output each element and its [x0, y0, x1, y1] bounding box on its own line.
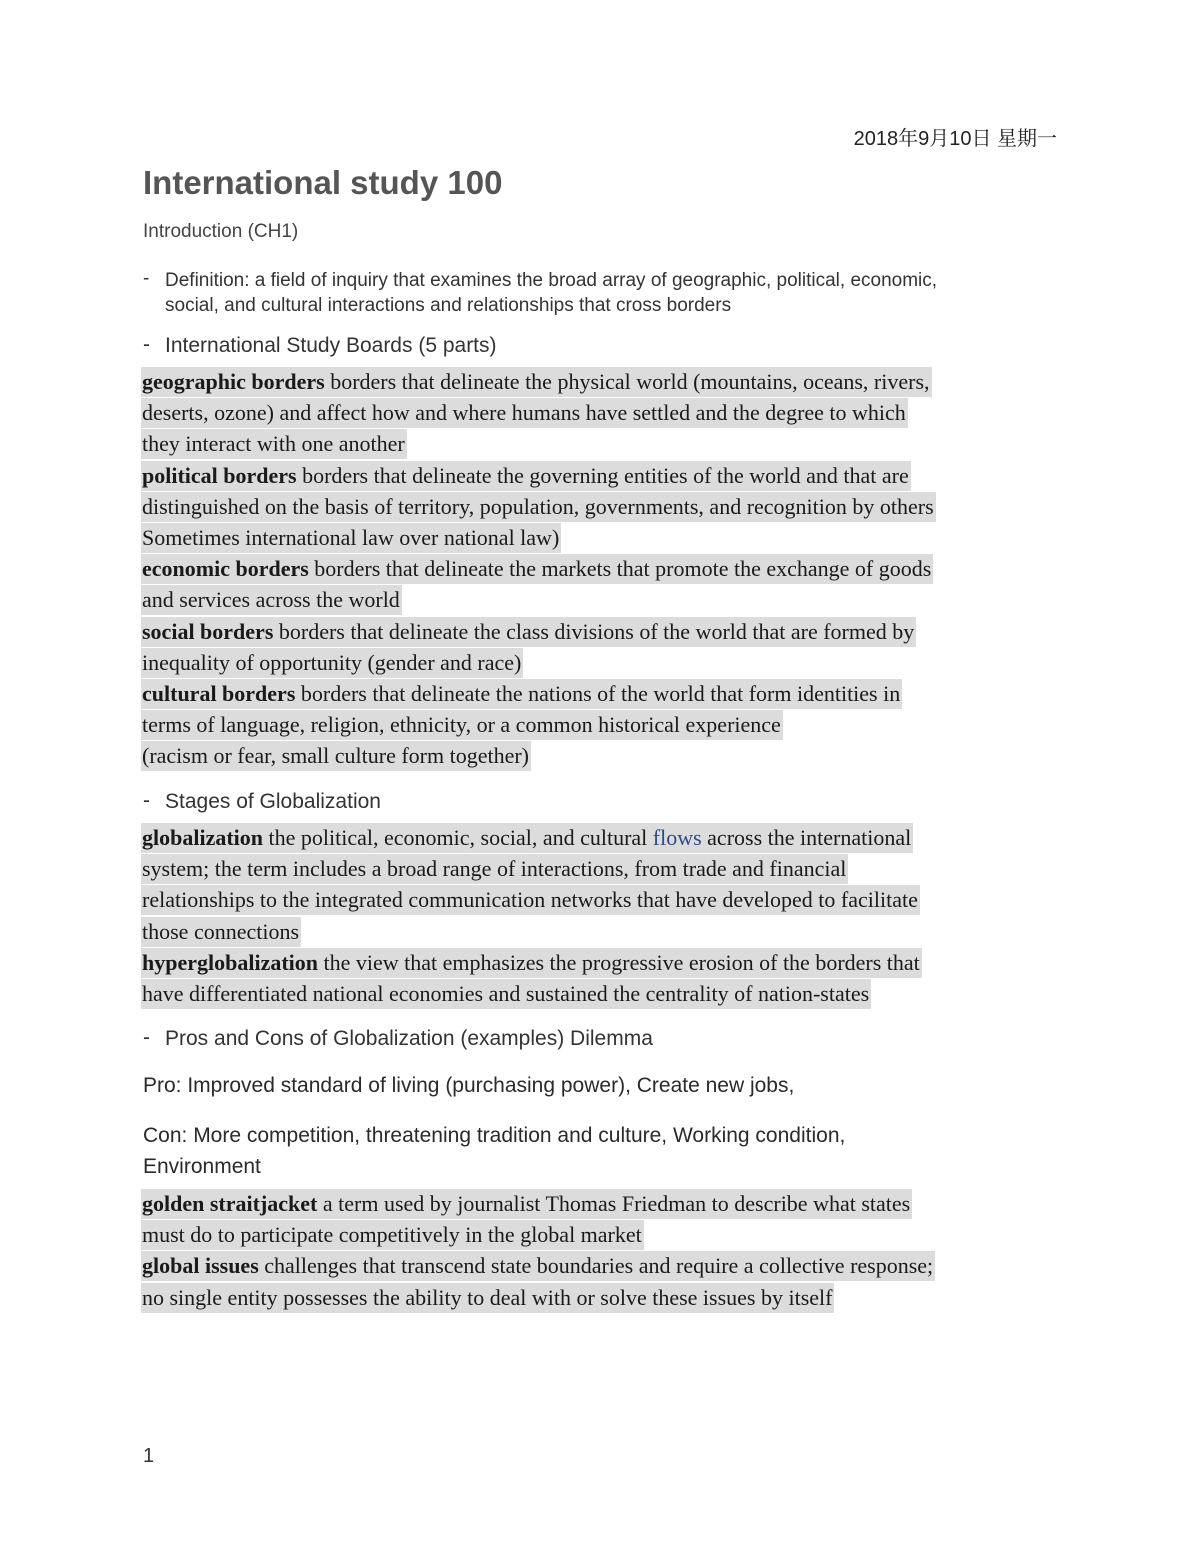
bullet-dash: -: [143, 268, 150, 289]
intro-heading: Introduction (CH1): [143, 221, 299, 242]
geographic-borders-term: geographic borders: [142, 369, 325, 394]
social-borders-line-2: inequality of opportunity (gender and race): [141, 647, 1071, 678]
global-issues-line-2: no single entity possesses the ability to deal with or solve these issues by itself: [141, 1282, 1071, 1313]
geographic-borders-line-1: geographic borders borders that delineate the physical world (mountains, oceans, rivers,: [141, 366, 1071, 397]
political-borders-line-1: political borders borders that delineate the governing entities of the world and that are: [141, 460, 1071, 491]
hyperglobalization-line-2: have differentiated national economies and sustained the centrality of nation-states: [141, 978, 1071, 1009]
political-borders-line-3: Sometimes international law over national law): [141, 522, 1071, 553]
globalization-line-3: relationships to the integrated communication networks that have developed to facilitate: [141, 884, 1071, 915]
golden-straitjacket-term: golden straitjacket: [142, 1191, 318, 1216]
global-issues-term: global issues: [142, 1253, 259, 1279]
con-text-line-2: Environment: [143, 1155, 261, 1178]
political-borders-term: political borders: [142, 462, 297, 488]
definition-bullet: [143, 268, 1073, 318]
hyperglobalization-line-1: hyperglobalization the view that emphasizes the progressive erosion of the borders that: [141, 947, 1071, 978]
con-text-line-1: Con: More competition, threatening tradition and culture, Working condition,: [143, 1124, 846, 1147]
page-title: International study 100: [143, 164, 503, 201]
geographic-borders-line-2: deserts, ozone) and affect how and where humans have settled and the degree to which: [141, 397, 1071, 428]
definition-line-2: social, and cultural interactions and relationships that cross borders: [165, 295, 732, 316]
borders-definitions: [141, 366, 1071, 772]
globalization-definitions: [141, 822, 1071, 1009]
globalization-line-4: those connections: [141, 916, 1071, 947]
social-borders-term: social borders: [142, 618, 274, 644]
economic-borders-term: economic borders: [142, 556, 309, 582]
golden-straitjacket-line-1: golden straitjacket a term used by journalist Thomas Friedman to describe what states: [141, 1188, 1071, 1219]
bullet-dash: -: [143, 333, 150, 356]
final-definitions: [141, 1188, 1071, 1313]
global-issues-line-1: global issues challenges that transcend state boundaries and require a collective response;: [141, 1250, 1071, 1281]
stages-heading-text: Stages of Globalization: [165, 790, 381, 813]
political-borders-line-2: distinguished on the basis of territory, population, governments, and recognition by others: [141, 491, 1071, 522]
stages-heading: [143, 789, 1073, 814]
economic-borders-line-1: economic borders borders that delineate the markets that promote the exchange of goods: [141, 553, 1071, 584]
pros-cons-heading: [143, 1026, 1073, 1051]
cultural-borders-line-1: cultural borders borders that delineate the nations of the world that form identities in: [141, 678, 1071, 709]
globalization-line-2: system; the term includes a broad range of interactions, from trade and financial: [141, 853, 1071, 884]
boards-heading-text: International Study Boards (5 parts): [165, 334, 497, 357]
bullet-dash: -: [143, 1026, 150, 1049]
social-borders-line-1: social borders borders that delineate the class divisions of the world that are formed by: [141, 616, 1071, 647]
golden-straitjacket-line-2: must do to participate competitively in the global market: [141, 1219, 1071, 1250]
page-number: 1: [143, 1445, 155, 1467]
pro-text: Pro: Improved standard of living (purchasing power), Create new jobs,: [143, 1074, 795, 1097]
globalization-term: globalization: [142, 825, 264, 850]
globalization-line-1: globalization the political, economic, social, and cultural flows across the international: [141, 822, 1071, 853]
cultural-borders-line-2: terms of language, religion, ethnicity, or a common historical experience: [141, 709, 1071, 740]
geographic-borders-line-3: they interact with one another: [141, 428, 1071, 459]
boards-heading: [143, 333, 1073, 358]
cultural-borders-term: cultural borders: [142, 681, 296, 707]
bullet-dash: -: [143, 789, 150, 812]
flows-link[interactable]: flows: [652, 825, 702, 850]
hyperglobalization-term: hyperglobalization: [142, 949, 319, 975]
pros-cons-heading-text: Pros and Cons of Globalization (examples) Dilemma: [165, 1027, 653, 1050]
definition-line-1: Definition: a field of inquiry that examines the broad array of geographic, political, economic,: [165, 270, 938, 291]
economic-borders-line-2: and services across the world: [141, 584, 1071, 615]
date-header: 2018年9月10日 星期一: [853, 128, 1057, 150]
cultural-borders-line-3: (racism or fear, small culture form together): [141, 740, 1071, 771]
